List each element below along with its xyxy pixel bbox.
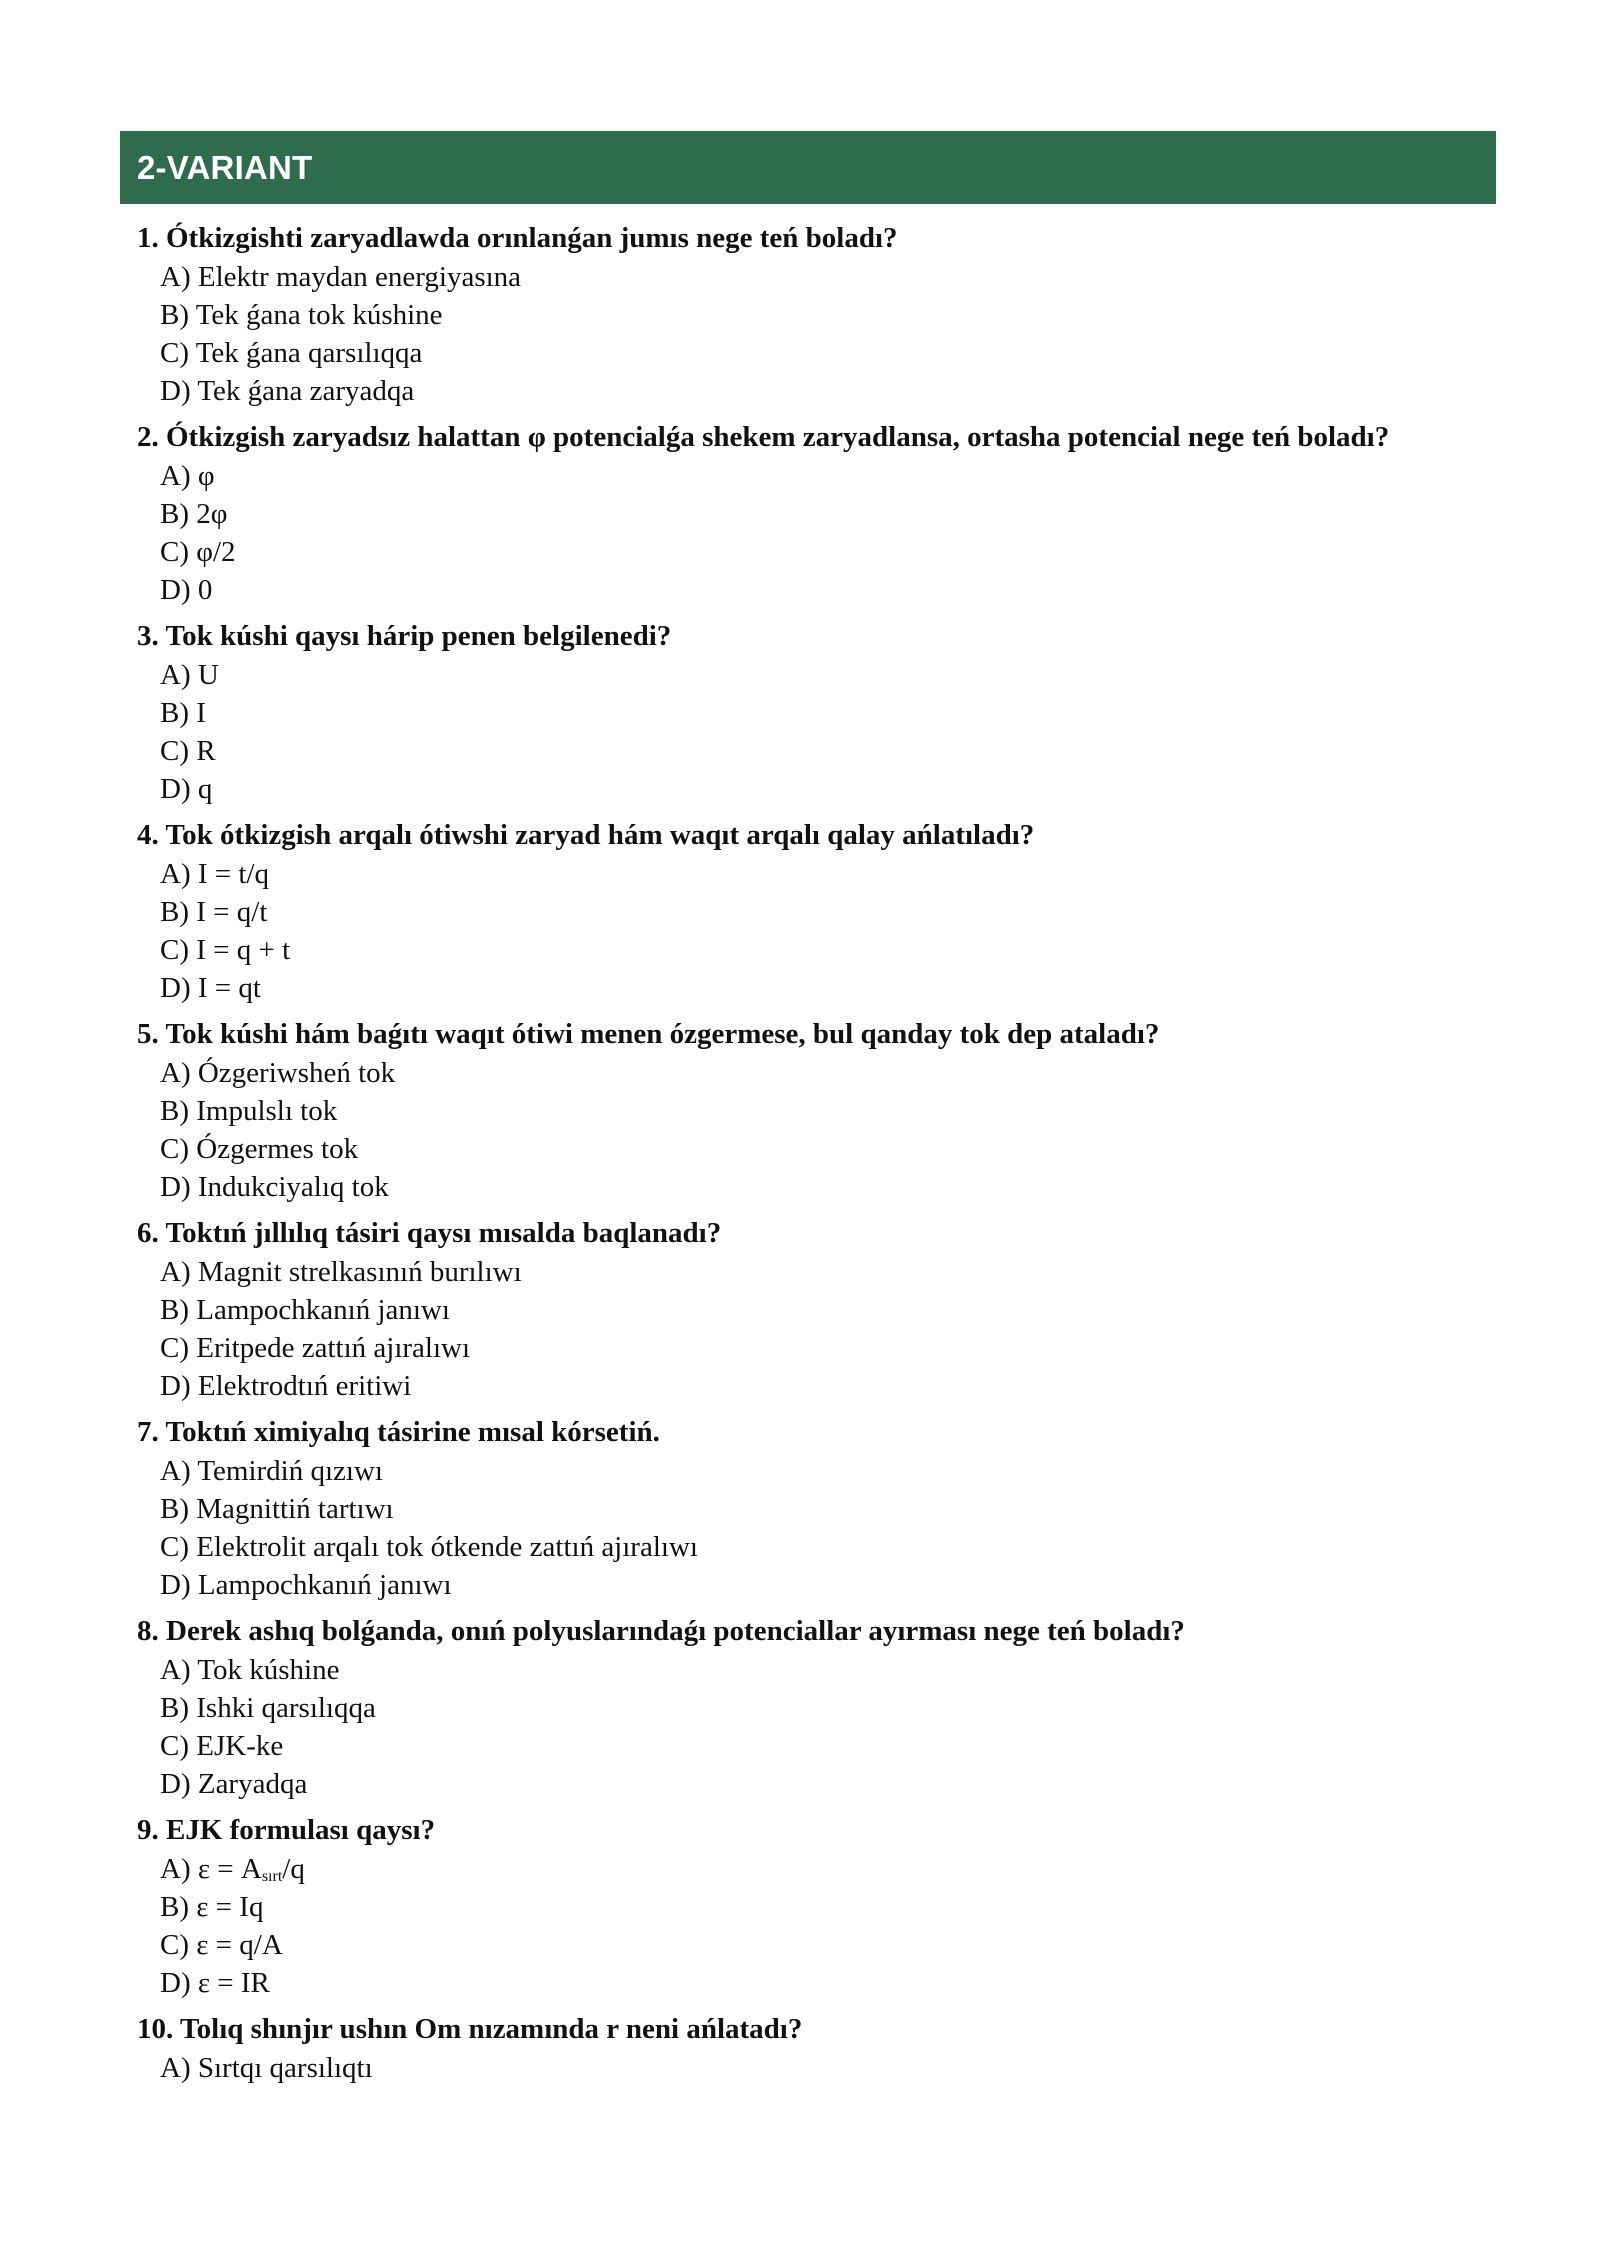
- question-4: [137, 815, 1487, 1007]
- question-text: 3. Tok kúshi qaysı hárip penen belgilenedi?: [137, 620, 672, 652]
- question-text: 8. Derek ashıq bolǵanda, onıń polyuslarındaǵı potenciallar ayırması nege teń boladı?: [137, 1615, 1185, 1647]
- answer-option-c: C) Ózgermes tok: [160, 1133, 359, 1165]
- answer-option-b: B) ε = Iq: [160, 1891, 264, 1923]
- answer-option-b: B) 2φ: [160, 498, 228, 530]
- answer-option-a: A) φ: [160, 460, 215, 492]
- answer-option-a: A) Tok kúshine: [160, 1654, 340, 1686]
- answer-option-b: B) Impulslı tok: [160, 1095, 338, 1127]
- question-6: [137, 1213, 1487, 1405]
- answer-option-c: C) ε = q/A: [160, 1929, 283, 1961]
- answer-option-b: B) Magnittiń tartıwı: [160, 1493, 394, 1525]
- answer-option-d: D) I = qt: [160, 972, 261, 1004]
- question-text: 5. Tok kúshi hám baǵıtı waqıt ótiwi menen ózgermese, bul qanday tok dep ataladı?: [137, 1018, 1160, 1050]
- question-1: [137, 218, 1487, 410]
- question-8: [137, 1611, 1487, 1803]
- question-9: [137, 1810, 1487, 2002]
- answer-option-a: A) Sırtqı qarsılıqtı: [160, 2052, 373, 2084]
- question-text: 9. EJK formulası qaysı?: [137, 1814, 436, 1846]
- answer-option-c: C) R: [160, 735, 216, 767]
- answer-option-c: C) Elektrolit arqalı tok ótkende zattıń ajıralıwı: [160, 1531, 698, 1563]
- question-3: [137, 616, 1487, 808]
- question-list: [137, 218, 1487, 2094]
- answer-option-d: D) Tek ǵana zaryadqa: [160, 375, 415, 407]
- answer-option-d: D) Zaryadqa: [160, 1768, 308, 1800]
- question-5: [137, 1014, 1487, 1206]
- question-7: [137, 1412, 1487, 1604]
- answer-option-a: A) Temirdiń qızıwı: [160, 1455, 383, 1487]
- question-text: 6. Toktıń jıllılıq tásiri qaysı mısalda baqlanadı?: [137, 1217, 722, 1249]
- answer-option-a: [137, 1850, 1487, 1888]
- answer-option-b: B) Tek ǵana tok kúshine: [160, 299, 443, 331]
- answer-option-a: A) I = t/q: [160, 858, 269, 890]
- answer-option-d: D) Elektrodtıń eritiwi: [160, 1370, 412, 1402]
- answer-option-a: A) Magnit strelkasınıń burılıwı: [160, 1256, 522, 1288]
- answer-option-b: B) I: [160, 697, 206, 729]
- answer-option-a-tail: /q: [282, 1853, 305, 1885]
- answer-option-c: C) I = q + t: [160, 934, 291, 966]
- question-10: [137, 2009, 1487, 2087]
- answer-option-d: D) q: [160, 773, 213, 805]
- answer-option-c: C) EJK-ke: [160, 1730, 284, 1762]
- question-text: 10. Tolıq shınjır ushın Om nızamında r neni ańlatadı?: [137, 2013, 803, 2045]
- answer-option-b: B) Lampochkanıń janıwı: [160, 1294, 450, 1326]
- answer-option-c: C) Eritpede zattıń ajıralıwı: [160, 1332, 471, 1364]
- answer-option-a: A) Elektr maydan energiyasına: [160, 261, 522, 293]
- answer-option-c: C) Tek ǵana qarsılıqqa: [160, 337, 423, 369]
- answer-option-b: B) Ishki qarsılıqqa: [160, 1692, 376, 1724]
- variant-header: [120, 131, 1496, 204]
- answer-option-a: A) Ózgeriwsheń tok: [160, 1057, 396, 1089]
- answer-option-d: D) ε = IR: [160, 1967, 270, 1999]
- answer-option-b: B) I = q/t: [160, 896, 268, 928]
- answer-option-d: D) Lampochkanıń janıwı: [160, 1569, 452, 1601]
- variant-title: 2-VARIANT: [137, 148, 313, 186]
- question-text: 1. Ótkizgishti zaryadlawda orınlanǵan jumıs nege teń boladı?: [137, 222, 898, 254]
- question-2: [137, 417, 1487, 609]
- answer-option-a: A) U: [160, 659, 219, 691]
- question-text: 7. Toktıń ximiyalıq tásirine mısal kórsetiń.: [137, 1416, 660, 1448]
- answer-option-d: D) 0: [160, 574, 213, 606]
- answer-option-a-subscript: sırt: [261, 1868, 283, 1885]
- answer-option-a-main: A) ε = A: [160, 1853, 262, 1885]
- question-text: 2. Ótkizgish zaryadsız halattan φ potencialǵa shekem zaryadlansa, ortasha potencial nege teń boladı?: [137, 421, 1390, 453]
- answer-option-c: C) φ/2: [160, 536, 236, 568]
- answer-option-d: D) Indukciyalıq tok: [160, 1171, 389, 1203]
- question-text: 4. Tok ótkizgish arqalı ótiwshi zaryad hám waqıt arqalı qalay ańlatıladı?: [137, 819, 1035, 851]
